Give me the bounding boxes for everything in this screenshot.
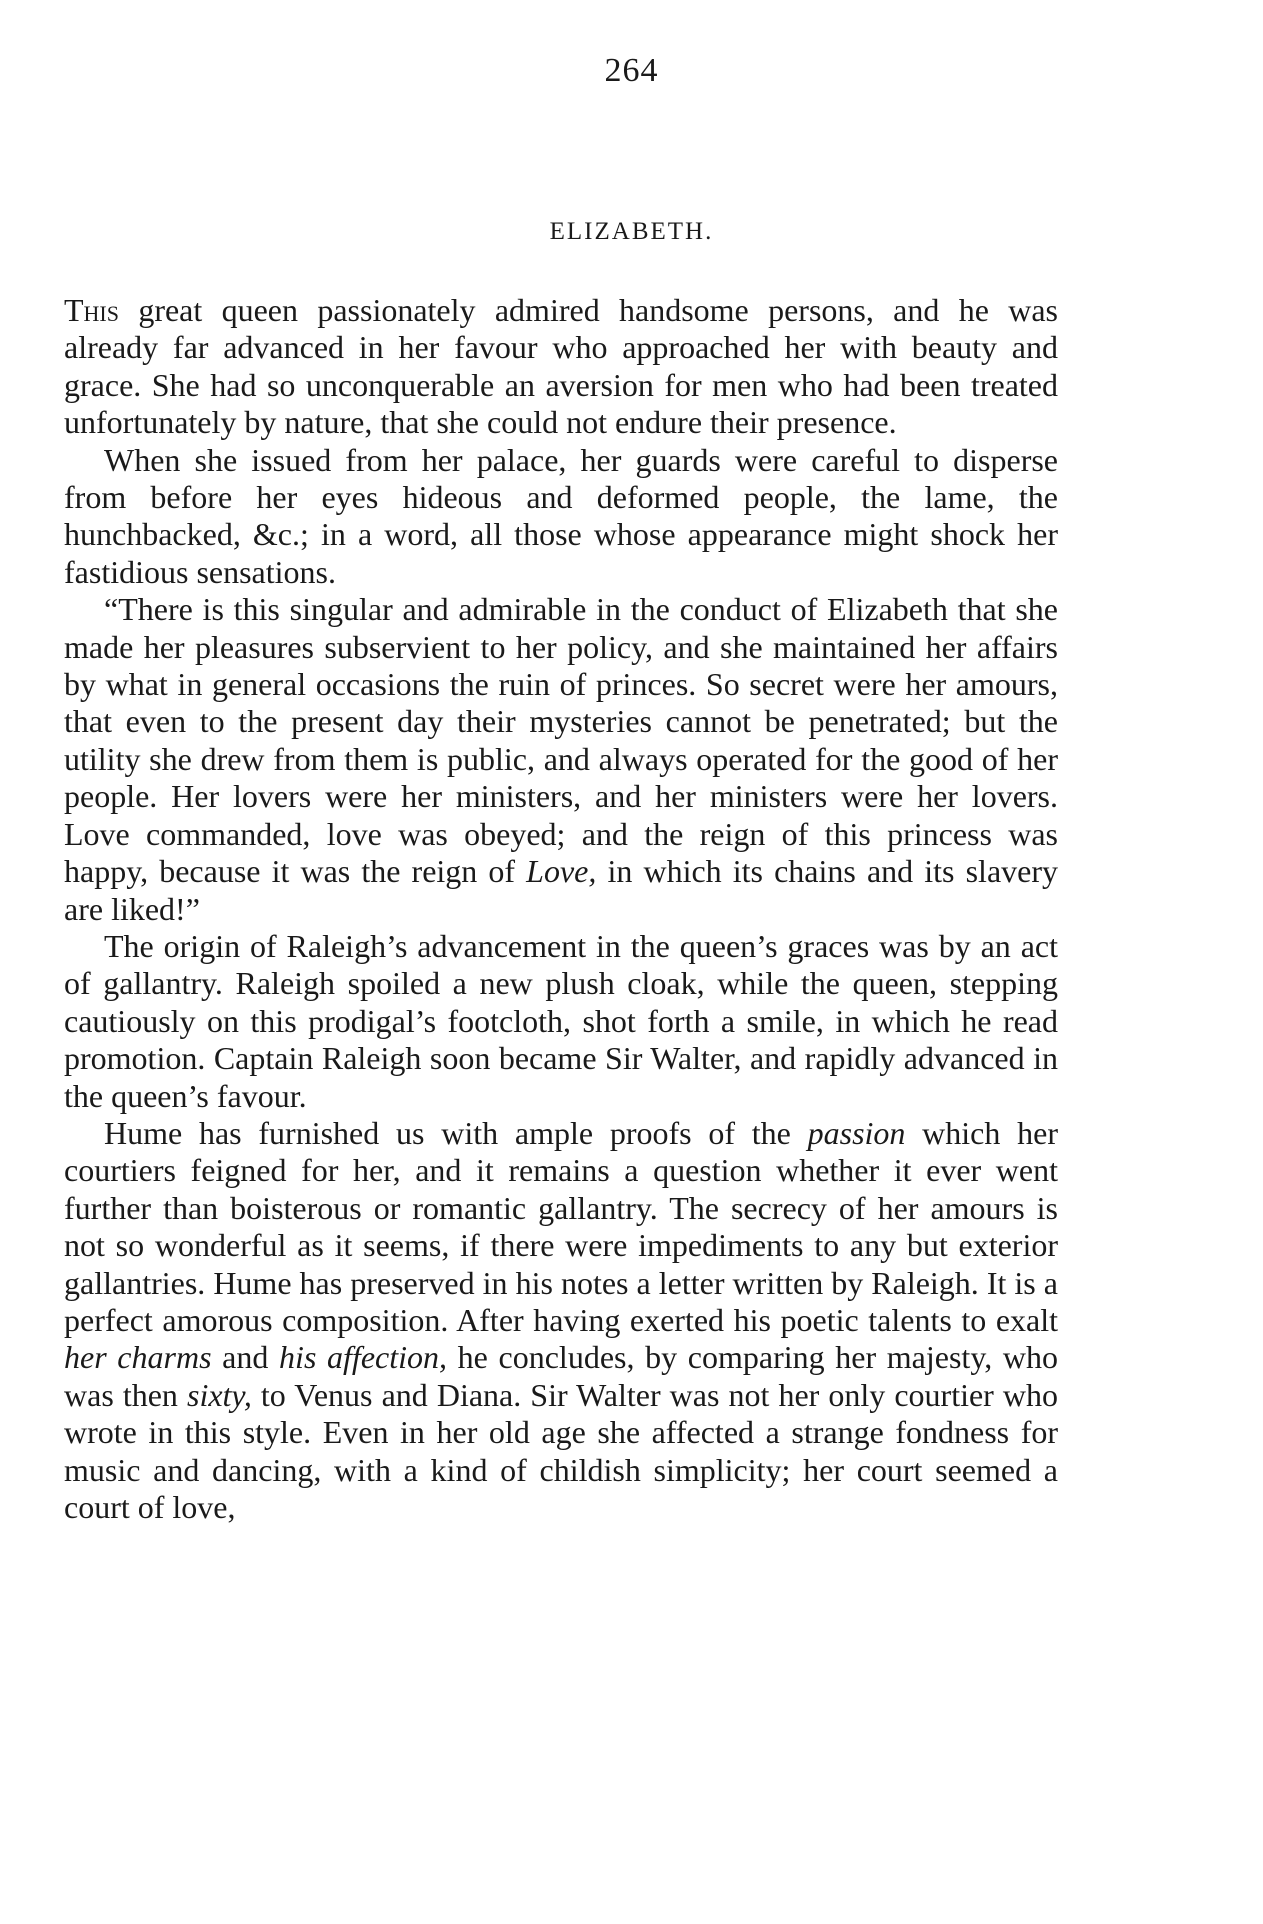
paragraph-5-text-d: he concludes, by comparing her majesty, who was then bbox=[64, 1339, 1059, 1413]
paragraph-2-text: When she issued from her palace, her guards were careful to disperse from before her eyes hideous and deformed people, the lame, the hunchbacked, &c.; in a word, all those whose appearance might shock her fastidious sensations. bbox=[64, 441, 1058, 590]
paragraph-4 bbox=[64, 928, 1058, 1115]
paragraph-5-text-e: to Venus and Diana. Sir Walter was not her only courtier who wrote in this style. Even in her old age she affected a strange fondness for music and dancing, with a kind of childish simplicity; her court seemed a court of love, bbox=[64, 1376, 1059, 1525]
page-number: 264 bbox=[604, 52, 659, 89]
paragraph-5-italic-a: passion bbox=[807, 1114, 906, 1151]
paragraph-4-text: The origin of Raleigh’s advancement in the queen’s graces was by an act of gallantry. Raleigh spoiled a new plush cloak, while the queen, stepping cautiously on this prodigal’s footcloth, shot forth a smile, in which he read promotion. Captain Raleigh soon became Sir Walter, and rapidly advanced in the queen’s favour. bbox=[64, 927, 1058, 1114]
paragraph-1-text: great queen passionately admired handsome persons, and he was already far advanced in her favour who approached her with beauty and grace. She had so unconquerable an aversion for men who had been treated unfortunately by nature, that she could not endure their presence. bbox=[64, 292, 1058, 441]
paragraph-5 bbox=[64, 1115, 1058, 1526]
paragraph-5-italic-c: his affection, bbox=[279, 1339, 448, 1376]
chapter-title: ELIZABETH. bbox=[549, 218, 714, 245]
paragraph-5-text-b: which her courtiers feigned for her, and it remains a question whether it ever went further than boisterous or romantic gallantry. The secrecy of her amours is not so wonderful as it seems, if there were impediments to any but exterior gallantries. Hume has preserved in his notes a letter written by Raleigh. It is a perfect amorous composition. After having exerted his poetic talents to exalt bbox=[64, 1114, 1059, 1338]
body-text bbox=[64, 292, 1058, 1526]
paragraph-3-italic-a: Love, bbox=[526, 853, 597, 890]
paragraph-5-italic-d: sixty, bbox=[186, 1376, 252, 1413]
paragraph-2 bbox=[64, 442, 1058, 592]
paragraph-3 bbox=[64, 591, 1058, 928]
paragraph-5-italic-b: her charms bbox=[64, 1339, 212, 1376]
paragraph-3-text-a: “There is this singular and admirable in the conduct of Elizabeth that she made her pleasures subservient to her policy, and she maintained her affairs by what in general occasions the ruin of princes. So secret were her amours, that even to the present day their mysteries cannot be penetrated; but the utility she drew from them is public, and always operated for the good of her people. Her lovers were her ministers, and her ministers were her lovers. Love commanded, love was obeyed; and the reign of this princess was happy, because it was the reign of bbox=[64, 591, 1058, 890]
paragraph-5-text-c: and bbox=[211, 1339, 280, 1376]
drop-word: This bbox=[64, 292, 119, 328]
paragraph-1 bbox=[64, 292, 1058, 442]
paragraph-3-text-b: in which its chains and its slavery are liked!” bbox=[64, 853, 1058, 927]
paragraph-5-text-a: Hume has furnished us with ample proofs of the bbox=[104, 1114, 808, 1151]
